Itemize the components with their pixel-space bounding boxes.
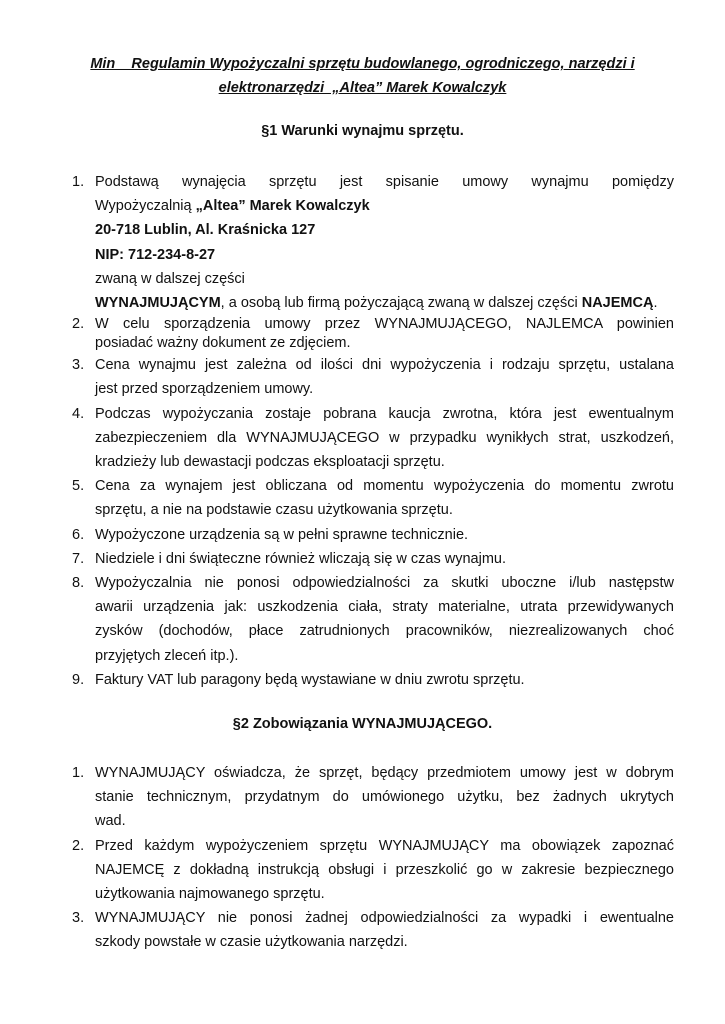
item-text-line: sprzętu, a nie na podstawie czasu użytkowania sprzętu. — [95, 502, 453, 519]
item-number: 1. — [72, 174, 85, 190]
item-text-line: jest przed sporządzeniem umowy. — [95, 381, 314, 398]
list-item — [72, 571, 674, 668]
item-number: 9. — [72, 671, 85, 688]
item-text-line: awarii urządzenia jak: uszkodzenia ciała, straty materialne, utrata przewidywanych — [95, 599, 674, 616]
text-run: Wypożyczalnią — [95, 198, 196, 215]
item-number: 3. — [72, 357, 85, 374]
item-text-line: zysków (dochodów, płace zatrudnionych pracowników, niezrealizowanych choć — [95, 623, 674, 640]
item-text-line: stanie technicznym, przydatnym do umówionego użytku, bez żadnych ukrytych — [95, 789, 674, 806]
item-text-line: wad. — [95, 813, 126, 830]
item-text-line: Cena wynajmu jest zależna od ilości dni wypożyczenia i rodzaju sprzętu, ustalana — [95, 357, 674, 374]
item-text-line: przyjętych zleceń itp.). — [95, 647, 239, 664]
item-text-line — [95, 194, 674, 218]
item-text-line: zwaną w dalszej części — [95, 270, 245, 287]
list-item — [72, 761, 674, 834]
item-text-line: NAJEMCĘ z dokładną instrukcją obsługi i przeszkolić go w zakresie bezpiecznego — [95, 861, 674, 878]
text-run: , a osobą lub firmą pożyczającą zwaną w dalszej części — [220, 295, 582, 312]
item-text-line: Przed każdym wypożyczeniem sprzętu WYNAJMUJĄCY ma obowiązek zapoznać — [95, 837, 674, 854]
item-number: 6. — [72, 526, 85, 543]
term-lessor: WYNAJMUJĄCYM — [95, 295, 221, 312]
item-number: 7. — [72, 550, 85, 567]
title-line-1: Min Regulamin Wypożyczalni sprzętu budowlanego, ogrodniczego, narzędzi i — [90, 56, 635, 72]
item-text-line: Wypożyczone urządzenia są w pełni sprawne technicznie. — [95, 526, 469, 543]
list-item — [72, 906, 674, 954]
item-text-line: zabezpieczeniem dla WYNAJMUJĄCEGO w przypadku wynikłych strat, uszkodzeń, — [95, 429, 674, 446]
item-number: 3. — [72, 910, 85, 927]
list-item — [72, 315, 674, 353]
item-text-line: Wypożyczalnia nie ponosi odpowiedzialności za skutki uboczne i/lub następstw — [95, 575, 674, 592]
item-number: 4. — [72, 405, 85, 422]
title-line-2: elektronarzędzi „Altea” Marek Kowalczyk — [218, 80, 507, 96]
term-lessee: NAJEMCĄ — [581, 295, 654, 312]
item-text-line: posiadać ważny dokument ze zdjęciem. — [95, 335, 351, 352]
list-item — [72, 668, 674, 692]
list-item — [72, 474, 674, 522]
list-item — [72, 170, 674, 315]
list-item — [72, 834, 674, 907]
item-text-line: Cena za wynajem jest obliczana od momentu wypożyczenia do momentu zwrotu — [95, 478, 674, 495]
company-name: „Altea” Marek Kowalczyk — [195, 198, 370, 215]
item-text-line: Podczas wypożyczania zostaje pobrana kaucja zwrotna, która jest ewentualnym — [95, 405, 674, 422]
item-text-line: użytkowania najmowanego sprzętu. — [95, 886, 325, 903]
item-text-line: Faktury VAT lub paragony będą wystawiane w dniu zwrotu sprzętu. — [95, 671, 525, 688]
item-number: 8. — [72, 575, 85, 592]
item-text-line: Niedziele i dni świąteczne również wliczają się w czas wynajmu. — [95, 550, 506, 567]
item-number: 2. — [72, 316, 85, 333]
section-2-list — [72, 761, 674, 955]
section-2-heading: §2 Zobowiązania WYNAJMUJĄCEGO. — [232, 716, 493, 732]
company-address: 20-718 Lublin, Al. Kraśnicka 127 — [95, 222, 316, 239]
item-number: 1. — [72, 765, 85, 781]
list-item — [72, 523, 674, 547]
item-text-line: W celu sporządzenia umowy przez WYNAJMUJĄCEGO, NAJLEMCA powinien — [95, 316, 674, 333]
document-title — [70, 52, 655, 100]
item-text-line: Podstawą wynajęcia sprzętu jest spisanie umowy wynajmu pomiędzy — [95, 174, 674, 190]
item-number: 5. — [72, 478, 85, 495]
list-item — [72, 402, 674, 475]
text-run: . — [653, 295, 658, 312]
section-1-list — [72, 170, 674, 692]
item-text-line — [95, 291, 674, 315]
company-nip: NIP: 712-234-8-27 — [95, 246, 216, 263]
item-text-line: kradzieży lub dewastacji podczas eksploatacji sprzętu. — [95, 454, 445, 471]
list-item — [72, 547, 674, 571]
item-text-line: szkody powstałe w czasie użytkowania narzędzi. — [95, 934, 408, 951]
item-text-line: WYNAJMUJĄCY oświadcza, że sprzęt, będący przedmiotem umowy jest w dobrym — [95, 765, 674, 781]
item-number: 2. — [72, 837, 85, 854]
section-1-heading: §1 Warunki wynajmu sprzętu. — [261, 123, 464, 139]
item-text-line: WYNAJMUJĄCY nie ponosi żadnej odpowiedzialności za wypadki i ewentualne — [95, 910, 674, 927]
list-item — [72, 353, 674, 401]
